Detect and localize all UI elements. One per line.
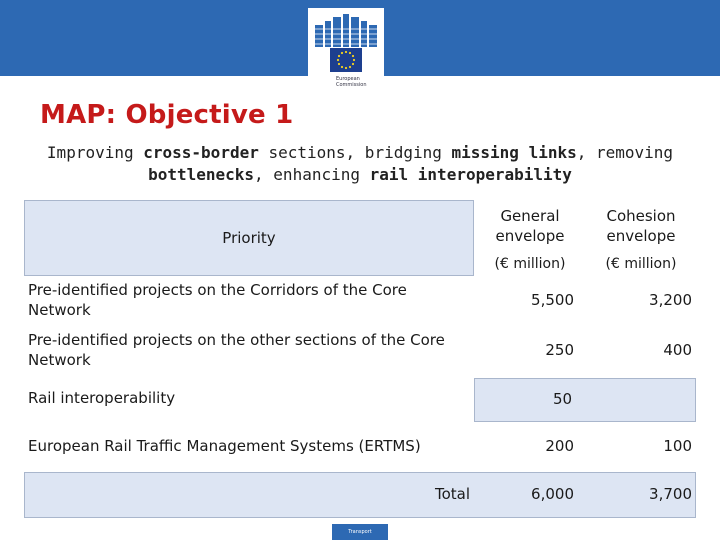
table-cell-general: 200 xyxy=(545,437,574,455)
footer-tag: Transport xyxy=(332,524,388,540)
combined-envelope-cell xyxy=(474,378,696,422)
subtitle-text: , enhancing xyxy=(254,165,370,184)
table-cell-general: 5,500 xyxy=(531,291,574,309)
table-cell-general: 250 xyxy=(545,341,574,359)
subtitle-emphasis: cross-border xyxy=(143,143,259,162)
table-cell-cohesion: 100 xyxy=(663,437,692,455)
table-row-label: Pre-identified projects on the Corridors of the Core Network xyxy=(28,281,407,319)
subtitle-emphasis: missing links xyxy=(451,143,577,162)
table-row-label: Rail interoperability xyxy=(28,389,176,407)
subtitle-text: sections, bridging xyxy=(258,143,452,162)
page-title: MAP: Objective 1 xyxy=(40,100,294,130)
header-unit-general: (€ million) xyxy=(494,256,566,272)
logo-caption xyxy=(336,76,367,88)
total-general: 6,000 xyxy=(531,485,574,503)
total-cohesion: 3,700 xyxy=(649,485,692,503)
logo-caption-line1: European xyxy=(336,76,360,82)
subtitle-text: Improving xyxy=(46,143,144,162)
funding-table xyxy=(24,200,696,518)
header-unit-cohesion: (€ million) xyxy=(605,256,677,272)
header-cohesion-envelope: Cohesion envelope xyxy=(606,207,676,245)
table-cell-cohesion: 3,200 xyxy=(649,291,692,309)
logo-caption-line2: Commission xyxy=(336,82,367,88)
table-cell-cohesion: 400 xyxy=(663,341,692,359)
total-label: Total xyxy=(434,485,470,503)
table-cell-combined: 50 xyxy=(553,390,573,408)
table-row-label: European Rail Traffic Management Systems (ERTMS) xyxy=(28,437,421,455)
table-row-label: Pre-identified projects on the other sections of the Core Network xyxy=(28,331,445,369)
european-commission-logo xyxy=(308,8,384,98)
berlaymont-building-icon xyxy=(311,11,381,49)
subtitle-emphasis: rail interoperability xyxy=(369,165,572,184)
header-priority: Priority xyxy=(24,200,474,276)
subtitle-text: , removing xyxy=(576,143,674,162)
subtitle-emphasis: bottlenecks xyxy=(148,165,255,184)
subtitle xyxy=(20,142,700,186)
eu-flag-icon xyxy=(330,48,362,72)
header-general-envelope: General envelope xyxy=(495,207,565,245)
